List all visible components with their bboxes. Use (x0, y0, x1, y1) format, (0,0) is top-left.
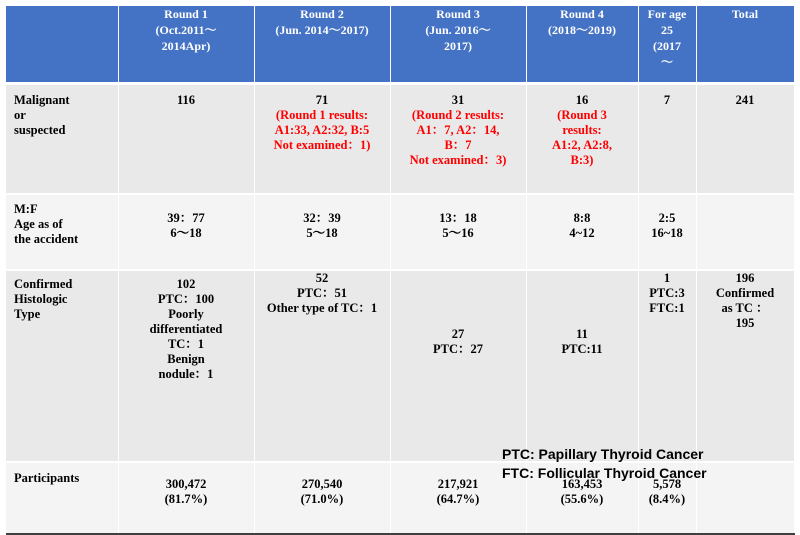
cell-line: B：7 (444, 138, 472, 152)
cell-malignant-round1 (118, 84, 254, 195)
cell-histologic-total (696, 270, 794, 462)
cell-line: (55.6%) (560, 492, 604, 506)
value-malignant-round2: 71 (315, 93, 329, 107)
cell-line: 1 (663, 271, 671, 285)
cell-line: 8:8 (573, 211, 591, 225)
row-mf (6, 194, 794, 270)
cell-line: 102 (176, 277, 196, 291)
cell-line: Not examined：1) (273, 138, 371, 152)
cell-line: Confirmed (715, 286, 775, 300)
cell-line: 2017) (444, 39, 472, 53)
cell-line: Round 1 (164, 7, 208, 21)
cell-line: Poorly (168, 307, 204, 321)
cell-line: Malignant (14, 93, 70, 107)
cell-line: 116 (176, 93, 196, 107)
cell-line: PTC:3 (649, 286, 685, 300)
cell-histologic-round2 (254, 270, 390, 462)
cell-line: 5〜16 (442, 226, 474, 240)
cell-line: (Round 1 results: (275, 108, 369, 122)
cell-line: 196 (735, 271, 755, 285)
cell-line: (81.7%) (164, 492, 208, 506)
cell-malignant-round3 (390, 84, 526, 195)
cell-line: (Oct.2011〜 (155, 23, 217, 37)
cell-line: 25 (661, 23, 673, 37)
cell-line: Round 4 (560, 7, 604, 21)
header-age25 (638, 6, 696, 84)
cell-histologic-age25 (638, 270, 696, 462)
cell-mf-round4 (526, 194, 638, 270)
cell-malignant-age25 (638, 84, 696, 195)
cell-line: 300,472 (165, 477, 207, 491)
cell-line: (Round 2 results: (411, 108, 505, 122)
cell-line: For age (647, 7, 687, 21)
cell-line: Other type of TC：1 (266, 301, 378, 315)
cell-line: Not examined：3) (409, 153, 507, 167)
cell-line: (Round 3 (557, 108, 607, 122)
cell-line: Round 2 (300, 7, 344, 21)
cell-line: 27 (451, 327, 465, 341)
cell-line: 32：39 (303, 211, 341, 225)
cell-histologic-round1 (118, 270, 254, 462)
cell-line: 2:5 (658, 211, 676, 225)
cell-line: Histologic (14, 292, 68, 306)
cell-line: 4~12 (569, 226, 595, 240)
cell-line: A1：7, A2：14, (416, 123, 500, 137)
cell-histologic-round4 (526, 270, 638, 462)
cell-malignant-round2 (254, 84, 390, 195)
cell-histologic-round3 (390, 270, 526, 462)
cell-line: 7 (663, 93, 671, 107)
header-round2 (254, 6, 390, 84)
cell-line: PTC：51 (296, 286, 347, 300)
cell-line: differentiated (149, 322, 223, 336)
cell-malignant-round4 (526, 84, 638, 195)
cell-malignant-total (696, 84, 794, 195)
cell-line: 39：77 (167, 211, 205, 225)
cell-line: nodule：1 (158, 367, 214, 381)
cell-line: 5,578 (652, 477, 682, 491)
cell-line: the accident (14, 232, 79, 246)
row-label-malignant (6, 84, 118, 195)
cell-line: (8.4%) (648, 492, 686, 506)
row-label-histologic (6, 270, 118, 462)
row-label-mf (6, 194, 118, 270)
cell-line: B:3) (570, 153, 594, 167)
cell-line: (64.7%) (436, 492, 480, 506)
cell-line: 195 (735, 316, 755, 330)
header-row (6, 6, 794, 84)
header-corner (6, 6, 118, 84)
footnote-ptc: PTC: Papillary Thyroid Cancer (502, 446, 704, 462)
cell-line: Confirmed (14, 277, 73, 291)
cell-line: (Jun. 2014〜2017) (275, 23, 369, 37)
note-malignant-round4 (527, 108, 638, 168)
header-round4 (526, 6, 638, 84)
cell-line: (71.0%) (300, 492, 344, 506)
cell-line: Round 3 (436, 7, 480, 21)
header-round3 (390, 6, 526, 84)
cell-mf-round2 (254, 194, 390, 270)
cell-line: Participants (14, 471, 80, 485)
cell-line: A1:33, A2:32, B:5 (274, 123, 370, 137)
header-round1 (118, 6, 254, 84)
cell-participants-round1 (118, 462, 254, 534)
cell-line: suspected (14, 123, 66, 137)
cell-line: (2018〜2019) (548, 23, 616, 37)
cell-line: (Jun. 2016〜 (425, 23, 491, 37)
cell-mf-round1 (118, 194, 254, 270)
cell-line: 13：18 (439, 211, 477, 225)
cell-line: Age as of (14, 217, 63, 231)
cell-line: 〜 (660, 55, 673, 69)
cell-line: PTC：100 (157, 292, 215, 306)
row-histologic (6, 270, 794, 462)
row-label-participants (6, 462, 118, 534)
value-malignant-round4: 16 (575, 93, 589, 107)
cell-line: 5〜18 (306, 226, 338, 240)
cell-line: Total (731, 7, 759, 21)
cell-line: 6〜18 (170, 226, 202, 240)
footnote-ftc: FTC: Follicular Thyroid Cancer (502, 465, 707, 481)
cell-line: TC：1 (167, 337, 205, 351)
header-total (696, 6, 794, 84)
cell-line: A1:2, A2:8, (551, 138, 613, 152)
cell-line: results: (562, 123, 602, 137)
cell-line: as TC ： (721, 301, 769, 315)
value-malignant-round3: 31 (451, 93, 465, 107)
note-malignant-round2 (255, 108, 390, 153)
cell-line: or (14, 108, 26, 122)
cell-line: 217,921 (437, 477, 479, 491)
cell-mf-age25 (638, 194, 696, 270)
cell-line: PTC:11 (561, 342, 603, 356)
cell-line: 163,453 (561, 477, 603, 491)
cell-line: 16~18 (651, 226, 683, 240)
cell-line: Benign (167, 352, 205, 366)
cell-line: Type (14, 307, 41, 321)
cell-line: PTC：27 (432, 342, 483, 356)
cell-line: 52 (315, 271, 329, 285)
cell-line: FTC:1 (649, 301, 685, 315)
cell-line: 11 (576, 327, 588, 341)
cell-line: (2017 (653, 39, 681, 53)
cell-mf-round3 (390, 194, 526, 270)
cell-line: 2014Apr) (161, 39, 211, 53)
cell-participants-round2 (254, 462, 390, 534)
cell-line: M:F (14, 202, 38, 216)
row-malignant (6, 84, 794, 195)
cell-participants-total (696, 462, 794, 534)
cell-line: 270,540 (301, 477, 343, 491)
note-malignant-round3 (391, 108, 526, 168)
cell-line: 241 (735, 93, 755, 107)
cell-mf-total (696, 194, 794, 270)
